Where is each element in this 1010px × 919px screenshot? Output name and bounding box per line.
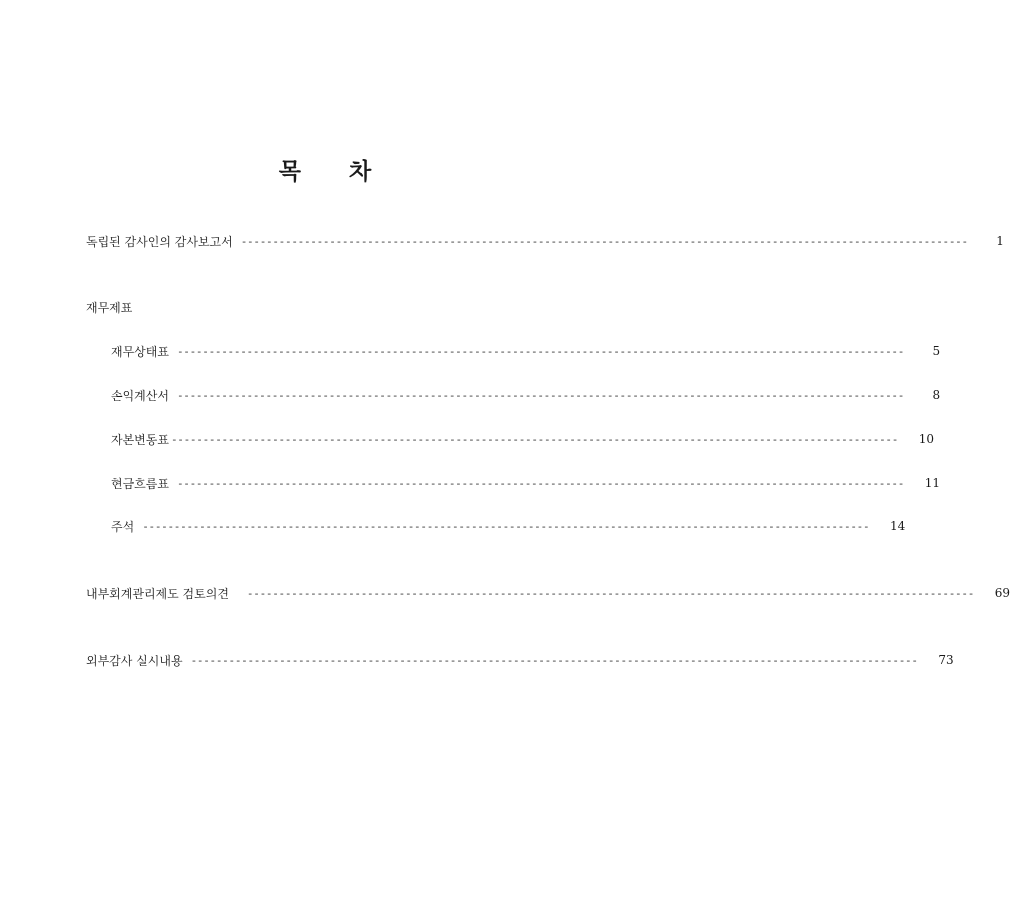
toc-label: 내부회계관리제도 검토의견: [86, 586, 229, 601]
title-char-2: 차: [349, 159, 372, 185]
page-title: [0, 153, 650, 186]
leader-dots: -------------------------------------------------------------------------------------------------------------------: [176, 344, 905, 358]
toc-entry-equity-changes[interactable]: [86, 430, 935, 448]
toc-label: 자본변동표: [111, 432, 169, 447]
toc-entry-income-statement[interactable]: [86, 386, 941, 404]
title-char-1: 목: [278, 159, 301, 185]
leader-dots: -------------------------------------------------------------------------------------------------------------------: [142, 519, 870, 533]
toc-entry-cash-flow[interactable]: [86, 474, 941, 492]
toc-entry-auditor-report[interactable]: [86, 232, 1004, 250]
leader-dots: -------------------------------------------------------------------------------------------------------------------: [170, 432, 899, 446]
toc-entry-balance-sheet[interactable]: [86, 342, 941, 360]
leader-dots: -------------------------------------------------------------------------------------------------------------------: [176, 388, 905, 402]
toc-page-number: 10: [918, 432, 935, 446]
toc-label: 주석: [111, 519, 135, 534]
toc-entry-notes[interactable]: [86, 517, 906, 535]
toc-page-number: 73: [938, 653, 954, 667]
section-heading-financial-statements: 재무제표: [86, 301, 133, 315]
toc-entry-external-audit[interactable]: [86, 651, 954, 669]
toc-page-number: 5: [932, 344, 941, 358]
toc-entry-internal-control[interactable]: [86, 584, 1010, 602]
toc-label: 손익계산서: [111, 388, 169, 403]
leader-dots: -------------------------------------------------------------------------------------------------------------------: [190, 653, 918, 667]
toc-page-number: 1: [996, 234, 1004, 248]
leader-dots: -------------------------------------------------------------------------------------------------------------------: [246, 586, 975, 600]
toc-label: 외부감사 실시내용: [86, 653, 183, 668]
toc-page-number: 11: [924, 476, 941, 490]
toc-page-number: 69: [994, 586, 1010, 600]
toc-page-number: 14: [890, 519, 906, 533]
leader-dots: -------------------------------------------------------------------------------------------------------------------: [176, 476, 905, 490]
toc-label: 현금흐름표: [111, 476, 169, 491]
toc-page-number: 8: [932, 388, 941, 402]
toc-label: 재무상태표: [111, 344, 169, 359]
leader-dots: -------------------------------------------------------------------------------------------------------------------: [240, 234, 968, 248]
toc-label: 독립된 감사인의 감사보고서: [86, 234, 233, 249]
